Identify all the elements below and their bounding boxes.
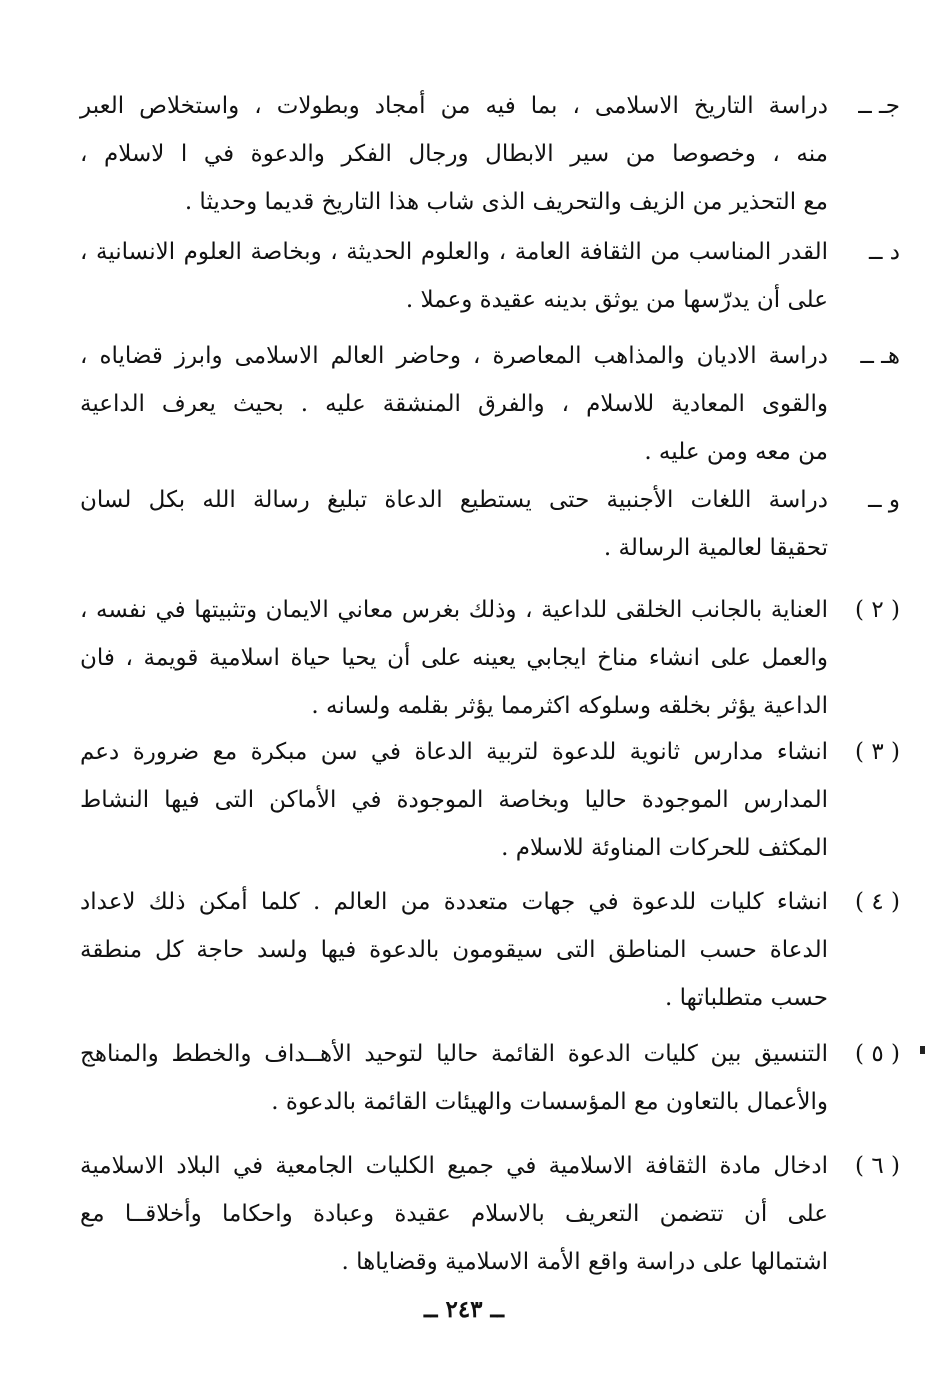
list-item-6 (80, 1142, 900, 1286)
text-line: انشاء مدارس ثانوية للدعوة لتربية الدعاة في سن مبكرة مع ضرورة دعم (80, 739, 828, 765)
scan-mark (920, 1046, 925, 1054)
text-line: التنسيق بين كليات الدعوة القائمة حاليا لتوحيد الأهــداف والخطط والمناهج (80, 1041, 828, 1067)
text-line: من معه ومن عليه . (644, 439, 828, 465)
text-line: القدر المناسب من الثقافة العامة ، والعلوم الحديثة ، وبخاصة العلوم الانسانية ، (80, 239, 828, 265)
text-line: مع التحذير من الزيف والتحريف الذى شاب هذا التاريخ قديما وحديثا . (184, 189, 828, 215)
text-line: دراسة التاريخ الاسلامى ، بما فيه من أمجاد وبطولات ، واستخلاص العبر (80, 93, 828, 119)
item-marker: ( ٤ ) (855, 889, 900, 915)
item-marker: ( ٥ ) (855, 1041, 900, 1067)
text-line: تحقيقا لعالمية الرسالة . (603, 535, 828, 561)
list-item-waw (80, 476, 900, 572)
text-line: دراسة الاديان والمذاهب المعاصرة ، وحاضر العالم الاسلامى وابرز قضاياه ، (80, 343, 828, 369)
text-line: والعمل على انشاء مناخ ايجابي يعينه على أن يحيا حياة اسلامية قويمة ، فان (80, 645, 828, 671)
item-marker: و ــ (868, 487, 900, 513)
page-number: ــ ٢٤٣ ــ (423, 1296, 505, 1323)
text-line: انشاء كليات للدعوة في جهات متعددة من العالم . كلما أمكن ذلك لاعداد (80, 889, 828, 915)
text-line: والأعمال بالتعاون مع المؤسسات والهيئات القائمة بالدعوة . (271, 1089, 828, 1115)
item-marker: د ــ (868, 239, 900, 265)
text-line: على أن يدرّسها من يوثق بدينه عقيدة وعملا . (405, 287, 828, 313)
list-item-4 (80, 878, 900, 1022)
text-line: المكثف للحركات المناوئة للاسلام . (501, 835, 828, 861)
list-item-ha (80, 332, 900, 476)
list-item-jeem (80, 82, 900, 226)
list-item-5 (80, 1030, 900, 1126)
text-line: المدارس الموجودة حاليا وبخاصة الموجودة في الأماكن التى فيها النشاط (80, 787, 828, 813)
item-marker: هـ ــ (860, 343, 900, 369)
list-item-3 (80, 728, 900, 872)
text-line: العناية بالجانب الخلقى للداعية ، وذلك بغرس معاني الايمان وتثبيتها في نفسه ، (80, 597, 828, 623)
text-line: الداعية يؤثر بخلقه وسلوكه اكثرمما يؤثر بقلمه ولسانه . (311, 693, 828, 719)
text-line: دراسة اللغات الأجنبية حتى يستطيع الدعاة تبليغ رسالة الله بكل لسان (80, 487, 828, 513)
item-marker: ( ٦ ) (855, 1153, 900, 1179)
text-line: والقوى المعادية للاسلام ، والفرق المنشقة عليه . بحيث يعرف الداعية (80, 391, 828, 417)
item-marker: ( ٢ ) (855, 597, 900, 623)
text-line: حسب متطلباتها . (665, 985, 828, 1011)
text-line: على أن تتضمن التعريف بالاسلام عقيدة وعبادة واحكاما وأخلاقــا مع (80, 1201, 828, 1227)
list-item-2 (80, 586, 900, 730)
item-marker: ( ٣ ) (855, 739, 900, 765)
item-marker: جـ ــ (858, 93, 900, 119)
list-item-dal (80, 228, 900, 324)
text-line: ادخال مادة الثقافة الاسلامية في جميع الكليات الجامعية في البلاد الاسلامية (80, 1153, 828, 1179)
text-line: اشتمالها على دراسة واقع الأمة الاسلامية وقضاياها . (341, 1249, 828, 1275)
text-line: الدعاة حسب المناطق التى سيقومون بالدعوة فيها ولسد حاجة كل منطقة (80, 937, 828, 963)
text-line: منه ، وخصوصا من سير الابطال ورجال الفكر والدعوة في ا لاسلام ، (80, 141, 828, 167)
